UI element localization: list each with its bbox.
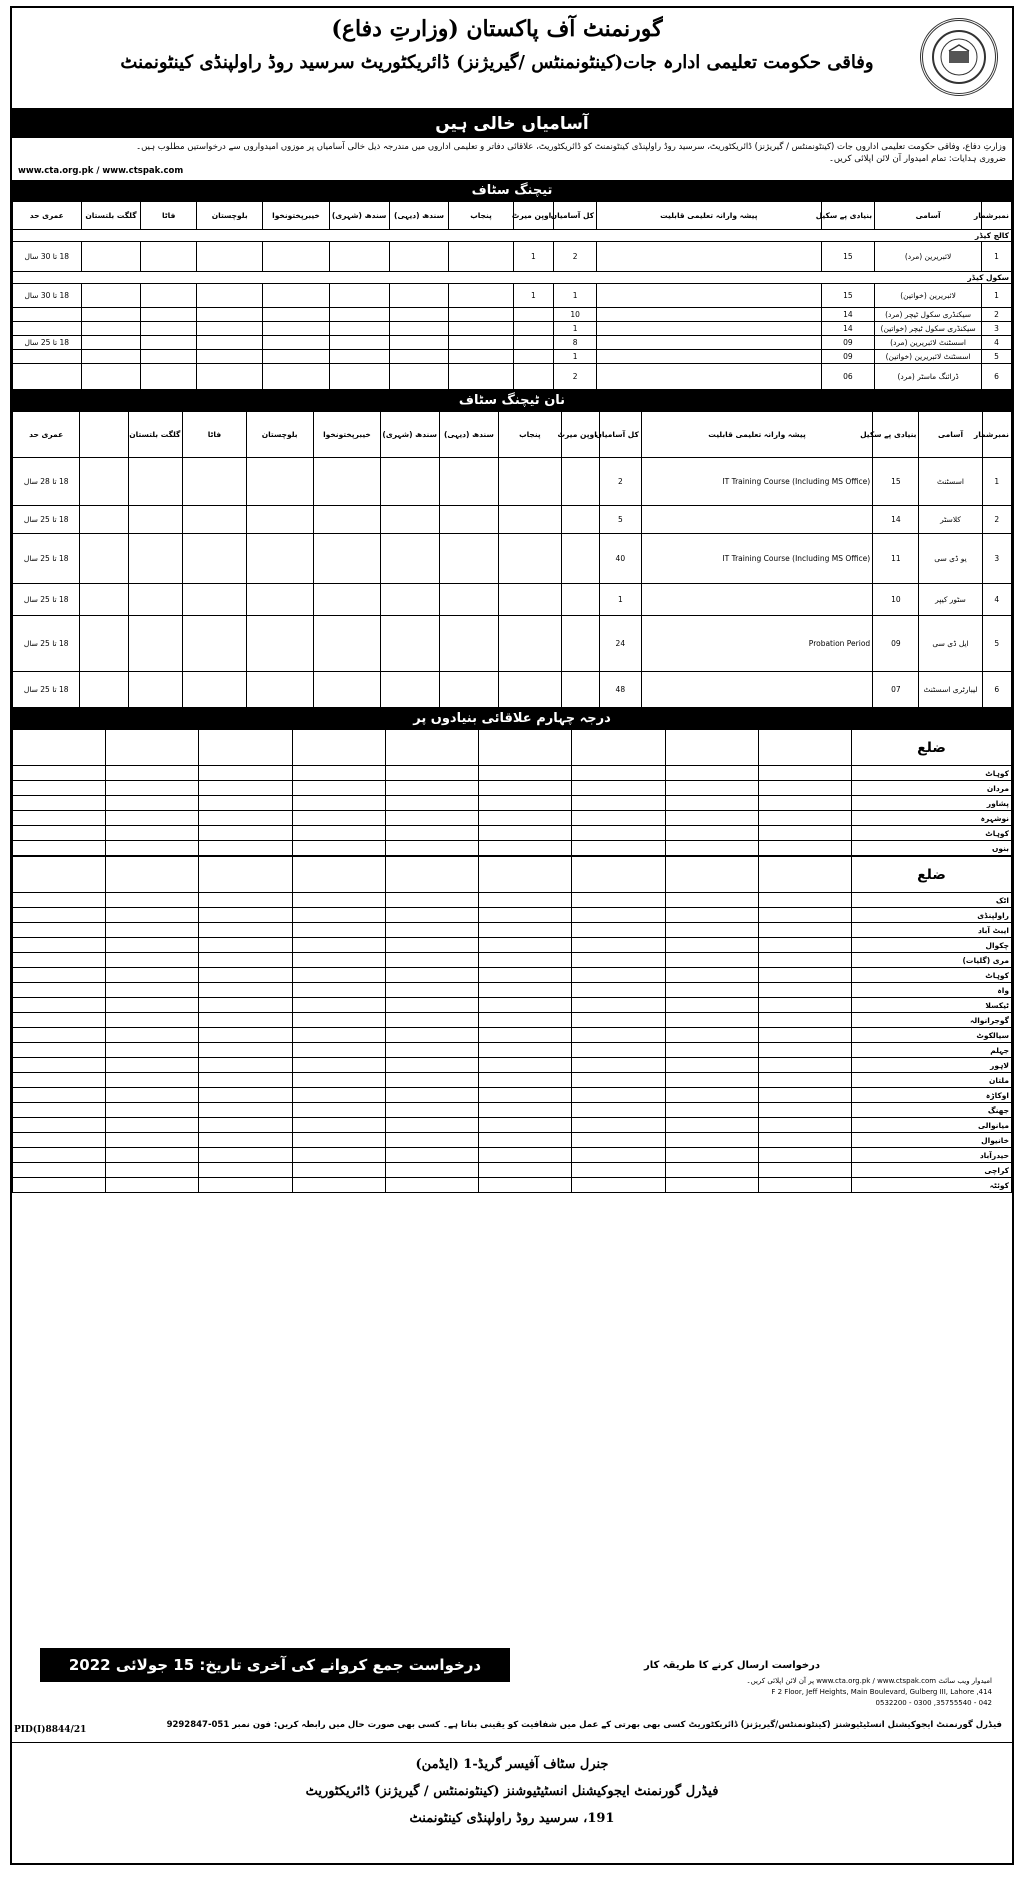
- vacancies-banner: آسامیاں خالی ہیں: [12, 109, 1012, 138]
- th-kp: خیبرپختونخوا: [313, 412, 380, 458]
- th-post: آسامی: [919, 412, 982, 458]
- table-cell: 2: [554, 364, 597, 390]
- table-cell: 5: [982, 616, 1011, 672]
- th-balochistan: بلوچستان: [246, 412, 313, 458]
- table-cell: 24: [599, 616, 641, 672]
- table-cell: 14: [873, 506, 919, 534]
- teaching-title: تیچنگ سٹاف: [12, 180, 1012, 201]
- th-punjab: پنجاب: [498, 412, 561, 458]
- th-balochistan: بلوچستان: [197, 202, 263, 230]
- district-name: ملتان: [852, 1073, 1012, 1088]
- table-cell: اسسٹنٹ لائبریرین (خواتین): [875, 350, 982, 364]
- apply-instructions: [492, 1676, 992, 1709]
- table-cell: سٹور کیپر: [919, 584, 982, 616]
- district-name: حیدرآباد: [852, 1148, 1012, 1163]
- th-kp: خیبرپختونخوا: [263, 202, 329, 230]
- table-row: [13, 672, 1012, 708]
- th-total: کل آسامیاں: [554, 202, 597, 230]
- th-sindh-r: سندھ (دیہی): [389, 202, 449, 230]
- qualification-text: IT Training Course (Including MS Office): [641, 534, 872, 584]
- header-line2: وفاقی حکومت تعلیمی ادارہ جات(کینٹونمنٹس /گیریژنز) ڈائریکٹوریٹ سرسید روڈ راولپنڈی کینٹونمنٹ: [120, 52, 874, 73]
- district-name: لاہور: [852, 1058, 1012, 1073]
- th-sindh-u: سندھ (شہری): [381, 412, 440, 458]
- table-cell: 1: [599, 584, 641, 616]
- table-row: [13, 322, 1012, 336]
- ministry-logo: [920, 18, 998, 96]
- apply-title: درخواست ارسال کرنے کا طریقہ کار: [643, 1660, 821, 1671]
- th-gb: گلگت بلتستان: [128, 412, 183, 458]
- grade4-table-b: [12, 856, 1012, 1193]
- table-cell: 1: [982, 284, 1012, 308]
- th-fata: فاٹا: [183, 412, 246, 458]
- table-cell: 09: [821, 336, 874, 350]
- table-cell: 15: [821, 284, 874, 308]
- table-cell: ایل ڈی سی: [919, 616, 982, 672]
- table-cell: 48: [599, 672, 641, 708]
- th-bps: بنیادی پے سکیل: [873, 412, 919, 458]
- district-name: کوہاٹ: [852, 826, 1012, 841]
- district-name: میانوالی: [852, 1118, 1012, 1133]
- table-cell: ڈرائنگ ماسٹر (مرد): [875, 364, 982, 390]
- table-cell: [13, 364, 82, 390]
- th-gb: گلگت بلتستان: [81, 202, 141, 230]
- district-name: ایبٹ آباد: [852, 923, 1012, 938]
- table-cell: 18 تا 25 سال: [13, 534, 80, 584]
- intro-line2: ضروری ہدایات: تمام امیدوار آن لائن اپلائی کریں۔: [828, 154, 1006, 164]
- table-cell: 1: [554, 322, 597, 336]
- table-cell: 8: [554, 336, 597, 350]
- district-name: جھنگ: [852, 1103, 1012, 1118]
- header: [12, 8, 1012, 109]
- table-cell: 2: [982, 308, 1012, 322]
- table-cell: 10: [554, 308, 597, 322]
- table-cell: 18 تا 25 سال: [13, 584, 80, 616]
- table-cell: [13, 308, 82, 322]
- th-bps: بنیادی پے سکیل: [821, 202, 874, 230]
- district-header: ضلع: [852, 730, 1012, 766]
- table-cell: 10: [873, 584, 919, 616]
- table-row: [13, 534, 1012, 584]
- table-cell: 1: [982, 458, 1011, 506]
- table-cell: 18 تا 30 سال: [13, 242, 82, 272]
- grade4-table-a: [12, 729, 1012, 856]
- table-cell: 5: [982, 350, 1012, 364]
- district-name: بنوں: [852, 841, 1012, 856]
- th-sindh-r: سندھ (دیہی): [439, 412, 498, 458]
- table-row: [13, 364, 1012, 390]
- table-cell: سیکنڈری سکول ٹیچر (مرد): [875, 308, 982, 322]
- table-row: [13, 350, 1012, 364]
- college-cadre-label: کالج کیڈر: [13, 230, 1012, 242]
- table-cell: [13, 322, 82, 336]
- table-cell: 18 تا 30 سال: [13, 284, 82, 308]
- intro-text: [12, 138, 1012, 180]
- table-cell: [13, 350, 82, 364]
- table-cell: 18 تا 25 سال: [13, 506, 80, 534]
- district-name: گوجرانوالہ: [852, 1013, 1012, 1028]
- district-name: کوہاٹ: [852, 766, 1012, 781]
- table-cell: 3: [982, 322, 1012, 336]
- table-cell: 5: [599, 506, 641, 534]
- th-open: اوپن میرٹ: [561, 412, 599, 458]
- table-cell: لائبریرین (مرد): [875, 242, 982, 272]
- table-row: [13, 308, 1012, 322]
- website-text: www.cta.org.pk / www.ctspak.com: [18, 166, 184, 176]
- table-cell: 6: [982, 364, 1012, 390]
- teaching-table: [12, 201, 1012, 390]
- district-name: کراچی: [852, 1163, 1012, 1178]
- table-cell: 14: [821, 308, 874, 322]
- nonteaching-table: [12, 411, 1012, 708]
- table-cell: کلاسٹر: [919, 506, 982, 534]
- table-cell: 6: [982, 672, 1011, 708]
- district-header: ضلع: [852, 857, 1012, 893]
- grade4-title: درجہ چہارم علاقائی بنیادوں پر: [12, 708, 1012, 729]
- nonteaching-title: نان ٹیچنگ سٹاف: [12, 390, 1012, 411]
- th-sindh-u: سندھ (شہری): [329, 202, 389, 230]
- th-no: نمبرشمار: [982, 202, 1012, 230]
- table-cell: 14: [821, 322, 874, 336]
- table-cell: 1: [513, 242, 554, 272]
- table-cell: لیبارٹری اسسٹنٹ: [919, 672, 982, 708]
- apply-line: 414, F 2 Floor, Jeff Heights, Main Boulevard, Gulberg III, Lahore: [771, 1688, 992, 1696]
- district-name: ٹیکسلا: [852, 998, 1012, 1013]
- table-cell: 15: [821, 242, 874, 272]
- district-name: مردان: [852, 781, 1012, 796]
- table-cell: 06: [821, 364, 874, 390]
- footer-line3: 191، سرسید روڈ راولپنڈی کینٹونمنٹ: [409, 1811, 615, 1826]
- apply-line: امیدوار ویب سائٹ www.cta.org.pk / www.ctspak.com پر آن لائن اپلائی کریں۔: [746, 1677, 992, 1685]
- district-name: نوشہرہ: [852, 811, 1012, 826]
- table-cell: لائبریرین (خواتین): [875, 284, 982, 308]
- th-post: آسامی: [875, 202, 982, 230]
- district-name: واہ: [852, 983, 1012, 998]
- footer-line2: فیڈرل گورنمنٹ ایجوکیشنل انسٹیٹیوشنز (کینٹونمنٹس / گیریژنز) ڈائریکٹوریٹ: [305, 1784, 719, 1799]
- pid-label: PID(I)8844/21: [14, 1725, 87, 1735]
- table-cell: 18 تا 28 سال: [13, 458, 80, 506]
- district-name: اٹک: [852, 893, 1012, 908]
- table-cell: 18 تا 25 سال: [13, 616, 80, 672]
- district-name: کوئٹہ: [852, 1178, 1012, 1193]
- district-name: پشاور: [852, 796, 1012, 811]
- district-name: کوہاٹ: [852, 968, 1012, 983]
- qualification-text: IT Training Course (Including MS Office): [641, 458, 872, 506]
- table-cell: اسسٹنٹ لائبریرین (مرد): [875, 336, 982, 350]
- district-name: خانیوال: [852, 1133, 1012, 1148]
- table-cell: 18 تا 25 سال: [13, 672, 80, 708]
- district-name: راولپنڈی: [852, 908, 1012, 923]
- table-cell: 09: [821, 350, 874, 364]
- table-cell: 18 تا 25 سال: [13, 336, 82, 350]
- table-row: [13, 458, 1012, 506]
- table-cell: 4: [982, 336, 1012, 350]
- th-qual: پیشہ وارانہ تعلیمی قابلیت: [641, 412, 872, 458]
- apply-line: 042 - 35755540, 0300 - 0532200: [875, 1699, 992, 1707]
- th-open: اوپن میرٹ: [513, 202, 554, 230]
- emblem-icon: [929, 27, 989, 87]
- notice-text: فیڈرل گورنمنٹ ایجوکیشنل انسٹیٹیوشنز (کینٹونمنٹس/گیریژنز) ڈائریکٹوریٹ کسی بھی بھرتی کے عمل میں شفافیت کو یقینی بناتا ہے۔ کسی بھی صورت حال میں رابطہ کریں: فون نمبر 051-9292847: [166, 1720, 1002, 1730]
- district-name: جہلم: [852, 1043, 1012, 1058]
- district-name: مری (گلیات): [852, 953, 1012, 968]
- th-fata: فاٹا: [141, 202, 197, 230]
- table-cell: 1: [513, 284, 554, 308]
- th-no: نمبرشمار: [982, 412, 1011, 458]
- th-age: عمری حد: [13, 412, 80, 458]
- table-cell: سیکنڈری سکول ٹیچر (خواتین): [875, 322, 982, 336]
- advertisement-page: [10, 6, 1014, 1865]
- intro-line1: وزارتِ دفاع، وفاقی حکومت تعلیمی اداروں جات (کینٹونمنٹس / گیریژنز) ڈائریکٹوریٹ، سرسید روڈ راولپنڈی کینٹونمنٹ کو ڈائریکٹوریٹ، علاقائی دفاتر و تعلیمی اداروں میں مندرجہ ذیل خالی آسامیاں پر موزوں امیدواروں سے درخواستیں مطلوب ہیں۔: [136, 142, 1006, 152]
- district-name: چکوال: [852, 938, 1012, 953]
- table-cell: 1: [554, 350, 597, 364]
- table-cell: 40: [599, 534, 641, 584]
- table-cell: 11: [873, 534, 919, 584]
- table-row: [13, 336, 1012, 350]
- district-name: سیالکوٹ: [852, 1028, 1012, 1043]
- table-cell: 2: [554, 242, 597, 272]
- table-cell: 1: [982, 242, 1012, 272]
- table-cell: 4: [982, 584, 1011, 616]
- th-total: کل آسامیاں: [599, 412, 641, 458]
- table-row: [13, 584, 1012, 616]
- table-cell: 2: [982, 506, 1011, 534]
- th-qual: پیشہ وارانہ تعلیمی قابلیت: [597, 202, 822, 230]
- qualification-text: Probation Period: [641, 616, 872, 672]
- footer-line1: جنرل سٹاف آفیسر گریڈ-1 (ایڈمن): [415, 1757, 609, 1772]
- th-punjab: پنجاب: [449, 202, 513, 230]
- table-cell: 07: [873, 672, 919, 708]
- table-cell: 1: [554, 284, 597, 308]
- header-line1: گورنمنٹ آف پاکستان (وزارتِ دفاع): [331, 16, 663, 42]
- table-cell: 15: [873, 458, 919, 506]
- district-name: اوکاڑہ: [852, 1088, 1012, 1103]
- table-cell: 09: [873, 616, 919, 672]
- table-cell: یو ڈی سی: [919, 534, 982, 584]
- table-row: [13, 506, 1012, 534]
- table-cell: اسسٹنٹ: [919, 458, 982, 506]
- table-cell: 2: [599, 458, 641, 506]
- table-cell: 3: [982, 534, 1011, 584]
- th-age: عمری حد: [13, 202, 82, 230]
- table-row: [13, 616, 1012, 672]
- deadline-banner: درخواست جمع کروانے کی آخری تاریخ: 15 جولائی 2022: [40, 1648, 510, 1682]
- school-cadre-label: سکول کیڈر: [13, 272, 1012, 284]
- table-row: [13, 284, 1012, 308]
